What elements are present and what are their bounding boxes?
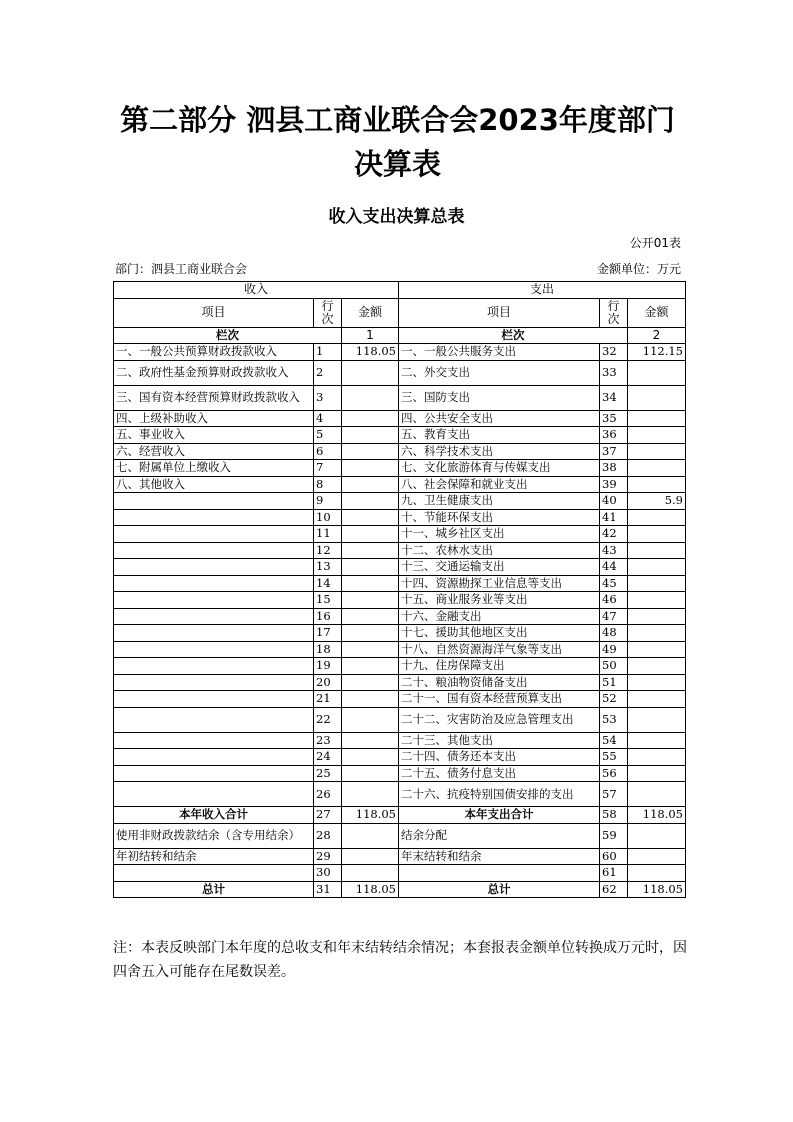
expense-amount-cell xyxy=(628,559,686,576)
header-row-sections xyxy=(114,282,686,299)
income-item-cell: 七、附属单位上缴收入 xyxy=(114,460,314,477)
income-item-cell xyxy=(114,865,314,882)
expense-row-no-cell: 56 xyxy=(600,765,628,782)
table-row xyxy=(114,410,686,427)
income-row-no-cell: 1 xyxy=(314,344,342,361)
income-amount-cell xyxy=(342,493,399,510)
expense-amount-cell xyxy=(628,443,686,460)
table-row xyxy=(114,344,686,361)
expense-amount-cell xyxy=(628,865,686,882)
income-row-no-cell: 31 xyxy=(314,881,342,898)
income-item-cell: 本年收入合计 xyxy=(114,807,314,824)
expense-item-cell: 十一、城乡社区支出 xyxy=(399,526,600,543)
income-amount-cell xyxy=(342,782,399,807)
income-amount-cell: 118.05 xyxy=(342,344,399,361)
income-amount-cell xyxy=(342,732,399,749)
income-row-no-cell: 14 xyxy=(314,575,342,592)
expense-row-no-cell: 40 xyxy=(600,493,628,510)
expense-amount-cell xyxy=(628,427,686,444)
expense-item-cell: 二十六、抗疫特别国债安排的支出 xyxy=(399,782,600,807)
income-item-cell xyxy=(114,674,314,691)
income-amount-cell xyxy=(342,385,399,410)
table-row xyxy=(114,625,686,642)
expense-amount-cell xyxy=(628,360,686,385)
income-item-cell: 四、上级补助收入 xyxy=(114,410,314,427)
income-row-no-cell: 8 xyxy=(314,476,342,493)
expense-item-cell: 二十二、灾害防治及应急管理支出 xyxy=(399,707,600,732)
income-item-cell: 三、国有资本经营预算财政拨款收入 xyxy=(114,385,314,410)
income-amount-cell xyxy=(342,674,399,691)
expense-item-cell: 总计 xyxy=(399,881,600,898)
income-item-cell xyxy=(114,575,314,592)
table-row xyxy=(114,707,686,732)
expense-row-no-cell: 38 xyxy=(600,460,628,477)
income-row-no-cell: 23 xyxy=(314,732,342,749)
amount-unit-label: 金额单位：万元 xyxy=(596,262,681,276)
expense-row-no-cell: 35 xyxy=(600,410,628,427)
income-item-cell xyxy=(114,732,314,749)
expense-row-no-cell: 50 xyxy=(600,658,628,675)
expense-amount-header: 金额 xyxy=(628,298,686,327)
table-row xyxy=(114,674,686,691)
income-amount-cell xyxy=(342,707,399,732)
form-code: 公开01表 xyxy=(629,236,681,250)
table-row xyxy=(114,765,686,782)
expense-col-label: 栏次 xyxy=(399,327,628,344)
income-item-cell xyxy=(114,526,314,543)
expense-item-cell: 四、公共安全支出 xyxy=(399,410,600,427)
table-row xyxy=(114,823,686,848)
table-row xyxy=(114,443,686,460)
income-row-no-cell: 20 xyxy=(314,674,342,691)
income-item-cell xyxy=(114,641,314,658)
income-amount-cell xyxy=(342,641,399,658)
income-row-no-cell: 12 xyxy=(314,542,342,559)
income-amount-cell xyxy=(342,865,399,882)
income-amount-cell xyxy=(342,765,399,782)
table-row xyxy=(114,749,686,766)
income-item-header: 项目 xyxy=(114,298,314,327)
table-row xyxy=(114,732,686,749)
expense-amount-cell: 112.15 xyxy=(628,344,686,361)
column-index-row xyxy=(114,327,686,344)
expense-amount-cell xyxy=(628,848,686,865)
income-item-cell: 总计 xyxy=(114,881,314,898)
expense-row-no-cell: 36 xyxy=(600,427,628,444)
income-amount-cell: 118.05 xyxy=(342,807,399,824)
expense-item-cell: 十八、自然资源海洋气象等支出 xyxy=(399,641,600,658)
income-row-no-cell: 26 xyxy=(314,782,342,807)
income-row-no-cell: 16 xyxy=(314,608,342,625)
income-row-no-cell: 18 xyxy=(314,641,342,658)
expense-row-no-cell: 58 xyxy=(600,807,628,824)
expense-item-cell: 十、节能环保支出 xyxy=(399,509,600,526)
income-amount-cell xyxy=(342,476,399,493)
income-amount-cell xyxy=(342,410,399,427)
income-amount-cell xyxy=(342,608,399,625)
income-row-no-cell: 4 xyxy=(314,410,342,427)
expense-item-cell xyxy=(399,865,600,882)
expense-item-cell: 十三、交通运输支出 xyxy=(399,559,600,576)
expense-amount-cell xyxy=(628,765,686,782)
income-amount-cell xyxy=(342,625,399,642)
income-amount-cell xyxy=(342,427,399,444)
expense-amount-cell xyxy=(628,691,686,708)
expense-row-no-cell: 45 xyxy=(600,575,628,592)
income-row-no-cell: 6 xyxy=(314,443,342,460)
income-row-no-cell: 29 xyxy=(314,848,342,865)
expense-item-cell: 七、文化旅游体育与传媒支出 xyxy=(399,460,600,477)
expense-row-no-cell: 33 xyxy=(600,360,628,385)
income-item-cell xyxy=(114,608,314,625)
expense-amount-cell xyxy=(628,509,686,526)
expense-item-cell: 三、国防支出 xyxy=(399,385,600,410)
table-row xyxy=(114,848,686,865)
expense-row-no-cell: 34 xyxy=(600,385,628,410)
header-row-columns xyxy=(114,298,686,327)
income-amount-cell xyxy=(342,559,399,576)
expense-item-cell: 十五、商业服务业等支出 xyxy=(399,592,600,609)
income-col-index: 1 xyxy=(342,327,399,344)
expense-item-header: 项目 xyxy=(399,298,600,327)
footnote: 注：本表反映部门本年度的总收支和年末结转结余情况；本套报表金额单位转换成万元时，因四舍五入可能存在尾数误差。 xyxy=(113,940,687,980)
income-row-no-cell: 15 xyxy=(314,592,342,609)
income-amount-cell xyxy=(342,575,399,592)
income-amount-cell xyxy=(342,360,399,385)
expense-row-no-cell: 55 xyxy=(600,749,628,766)
table-row xyxy=(114,641,686,658)
expense-amount-cell xyxy=(628,749,686,766)
income-item-cell: 使用非财政拨款结余（含专用结余） xyxy=(114,823,314,848)
expense-item-cell: 二十一、国有资本经营预算支出 xyxy=(399,691,600,708)
income-amount-cell xyxy=(342,691,399,708)
table-row xyxy=(114,509,686,526)
income-row-no-cell: 10 xyxy=(314,509,342,526)
table-row xyxy=(114,608,686,625)
income-row-no-cell: 3 xyxy=(314,385,342,410)
income-expense-table xyxy=(113,281,686,898)
expense-section-header: 支出 xyxy=(399,282,686,299)
page-title: 第二部分 泗县工商业联合会2023年度部门决算表 xyxy=(120,103,675,181)
expense-row-no-cell: 57 xyxy=(600,782,628,807)
expense-amount-cell xyxy=(628,658,686,675)
expense-amount-cell xyxy=(628,823,686,848)
expense-item-cell: 十六、金融支出 xyxy=(399,608,600,625)
expense-row-no-cell: 41 xyxy=(600,509,628,526)
expense-item-cell: 六、科学技术支出 xyxy=(399,443,600,460)
expense-item-cell: 二十五、债务付息支出 xyxy=(399,765,600,782)
expense-row-no-cell: 52 xyxy=(600,691,628,708)
income-item-cell xyxy=(114,658,314,675)
income-row-no-cell: 7 xyxy=(314,460,342,477)
income-item-cell xyxy=(114,592,314,609)
table-row xyxy=(114,385,686,410)
income-row-no-cell: 17 xyxy=(314,625,342,642)
income-row-no-cell: 21 xyxy=(314,691,342,708)
table-row xyxy=(114,360,686,385)
income-item-cell xyxy=(114,691,314,708)
table-row xyxy=(114,865,686,882)
income-row-no-cell: 22 xyxy=(314,707,342,732)
expense-row-no-cell: 61 xyxy=(600,865,628,882)
income-row-no-cell: 5 xyxy=(314,427,342,444)
expense-item-cell: 二十四、债务还本支出 xyxy=(399,749,600,766)
expense-amount-cell xyxy=(628,608,686,625)
expense-amount-cell xyxy=(628,385,686,410)
table-row xyxy=(114,575,686,592)
expense-amount-cell xyxy=(628,476,686,493)
expense-item-cell: 二十三、其他支出 xyxy=(399,732,600,749)
income-row-no-cell: 19 xyxy=(314,658,342,675)
expense-item-cell: 一、一般公共服务支出 xyxy=(399,344,600,361)
income-item-cell xyxy=(114,509,314,526)
expense-amount-cell: 118.05 xyxy=(628,807,686,824)
expense-amount-cell xyxy=(628,641,686,658)
table-row xyxy=(114,559,686,576)
expense-item-cell: 二、外交支出 xyxy=(399,360,600,385)
expense-amount-cell xyxy=(628,460,686,477)
table-row xyxy=(114,807,686,824)
expense-row-no-cell: 60 xyxy=(600,848,628,865)
income-amount-cell xyxy=(342,592,399,609)
expense-row-no-cell: 32 xyxy=(600,344,628,361)
expense-row-no-cell: 46 xyxy=(600,592,628,609)
expense-row-no-cell: 54 xyxy=(600,732,628,749)
income-amount-cell xyxy=(342,542,399,559)
expense-row-no-cell: 44 xyxy=(600,559,628,576)
income-row-no-cell: 11 xyxy=(314,526,342,543)
expense-item-cell: 二十、粮油物资储备支出 xyxy=(399,674,600,691)
table-row xyxy=(114,476,686,493)
expense-row-no-cell: 59 xyxy=(600,823,628,848)
income-row-no-cell: 2 xyxy=(314,360,342,385)
expense-col-index: 2 xyxy=(628,327,686,344)
income-row-no-cell: 30 xyxy=(314,865,342,882)
income-amount-cell xyxy=(342,526,399,543)
income-item-cell xyxy=(114,782,314,807)
table-row xyxy=(114,592,686,609)
table-row xyxy=(114,427,686,444)
income-item-cell xyxy=(114,707,314,732)
income-item-cell: 二、政府性基金预算财政拨款收入 xyxy=(114,360,314,385)
table-row xyxy=(114,460,686,477)
expense-row-no-cell: 47 xyxy=(600,608,628,625)
income-row-no-cell: 24 xyxy=(314,749,342,766)
income-amount-cell xyxy=(342,749,399,766)
table-row xyxy=(114,658,686,675)
expense-item-cell: 本年支出合计 xyxy=(399,807,600,824)
income-item-cell: 六、经营收入 xyxy=(114,443,314,460)
income-row-no-cell: 27 xyxy=(314,807,342,824)
expense-item-cell: 十四、资源勘探工业信息等支出 xyxy=(399,575,600,592)
income-amount-cell xyxy=(342,658,399,675)
expense-row-no-header: 行次 xyxy=(600,298,628,327)
income-item-cell xyxy=(114,542,314,559)
income-row-no-header: 行次 xyxy=(314,298,342,327)
income-amount-header: 金额 xyxy=(342,298,399,327)
expense-amount-cell xyxy=(628,674,686,691)
expense-row-no-cell: 37 xyxy=(600,443,628,460)
income-item-cell: 一、一般公共预算财政拨款收入 xyxy=(114,344,314,361)
expense-row-no-cell: 42 xyxy=(600,526,628,543)
table-row xyxy=(114,542,686,559)
expense-amount-cell xyxy=(628,410,686,427)
income-item-cell xyxy=(114,749,314,766)
expense-item-cell: 年末结转和结余 xyxy=(399,848,600,865)
expense-item-cell: 十七、援助其他地区支出 xyxy=(399,625,600,642)
income-item-cell: 五、事业收入 xyxy=(114,427,314,444)
expense-item-cell: 结余分配 xyxy=(399,823,600,848)
table-row xyxy=(114,526,686,543)
expense-amount-cell xyxy=(628,707,686,732)
income-row-no-cell: 28 xyxy=(314,823,342,848)
income-row-no-cell: 13 xyxy=(314,559,342,576)
expense-amount-cell: 5.9 xyxy=(628,493,686,510)
table-row xyxy=(114,493,686,510)
expense-amount-cell xyxy=(628,575,686,592)
income-amount-cell: 118.05 xyxy=(342,881,399,898)
expense-item-cell: 十二、农林水支出 xyxy=(399,542,600,559)
expense-amount-cell xyxy=(628,542,686,559)
expense-amount-cell xyxy=(628,592,686,609)
expense-row-no-cell: 51 xyxy=(600,674,628,691)
table-row xyxy=(114,881,686,898)
expense-row-no-cell: 49 xyxy=(600,641,628,658)
expense-amount-cell xyxy=(628,526,686,543)
income-section-header: 收入 xyxy=(114,282,399,299)
table-title: 收入支出决算总表 xyxy=(328,207,465,227)
expense-amount-cell xyxy=(628,625,686,642)
income-item-cell xyxy=(114,493,314,510)
income-amount-cell xyxy=(342,823,399,848)
table-row xyxy=(114,782,686,807)
income-row-no-cell: 9 xyxy=(314,493,342,510)
expense-amount-cell xyxy=(628,782,686,807)
income-amount-cell xyxy=(342,848,399,865)
expense-item-cell: 五、教育支出 xyxy=(399,427,600,444)
expense-item-cell: 八、社会保障和就业支出 xyxy=(399,476,600,493)
income-item-cell xyxy=(114,625,314,642)
expense-amount-cell: 118.05 xyxy=(628,881,686,898)
income-amount-cell xyxy=(342,460,399,477)
income-amount-cell xyxy=(342,443,399,460)
income-item-cell: 年初结转和结余 xyxy=(114,848,314,865)
table-row xyxy=(114,691,686,708)
expense-row-no-cell: 62 xyxy=(600,881,628,898)
income-col-label: 栏次 xyxy=(114,327,342,344)
income-amount-cell xyxy=(342,509,399,526)
expense-row-no-cell: 53 xyxy=(600,707,628,732)
expense-row-no-cell: 43 xyxy=(600,542,628,559)
expense-row-no-cell: 48 xyxy=(600,625,628,642)
income-row-no-cell: 25 xyxy=(314,765,342,782)
expense-amount-cell xyxy=(628,732,686,749)
expense-item-cell: 九、卫生健康支出 xyxy=(399,493,600,510)
income-item-cell: 八、其他收入 xyxy=(114,476,314,493)
income-item-cell xyxy=(114,765,314,782)
expense-item-cell: 十九、住房保障支出 xyxy=(399,658,600,675)
expense-row-no-cell: 39 xyxy=(600,476,628,493)
department-label: 部门：泗县工商业联合会 xyxy=(115,262,248,276)
income-item-cell xyxy=(114,559,314,576)
